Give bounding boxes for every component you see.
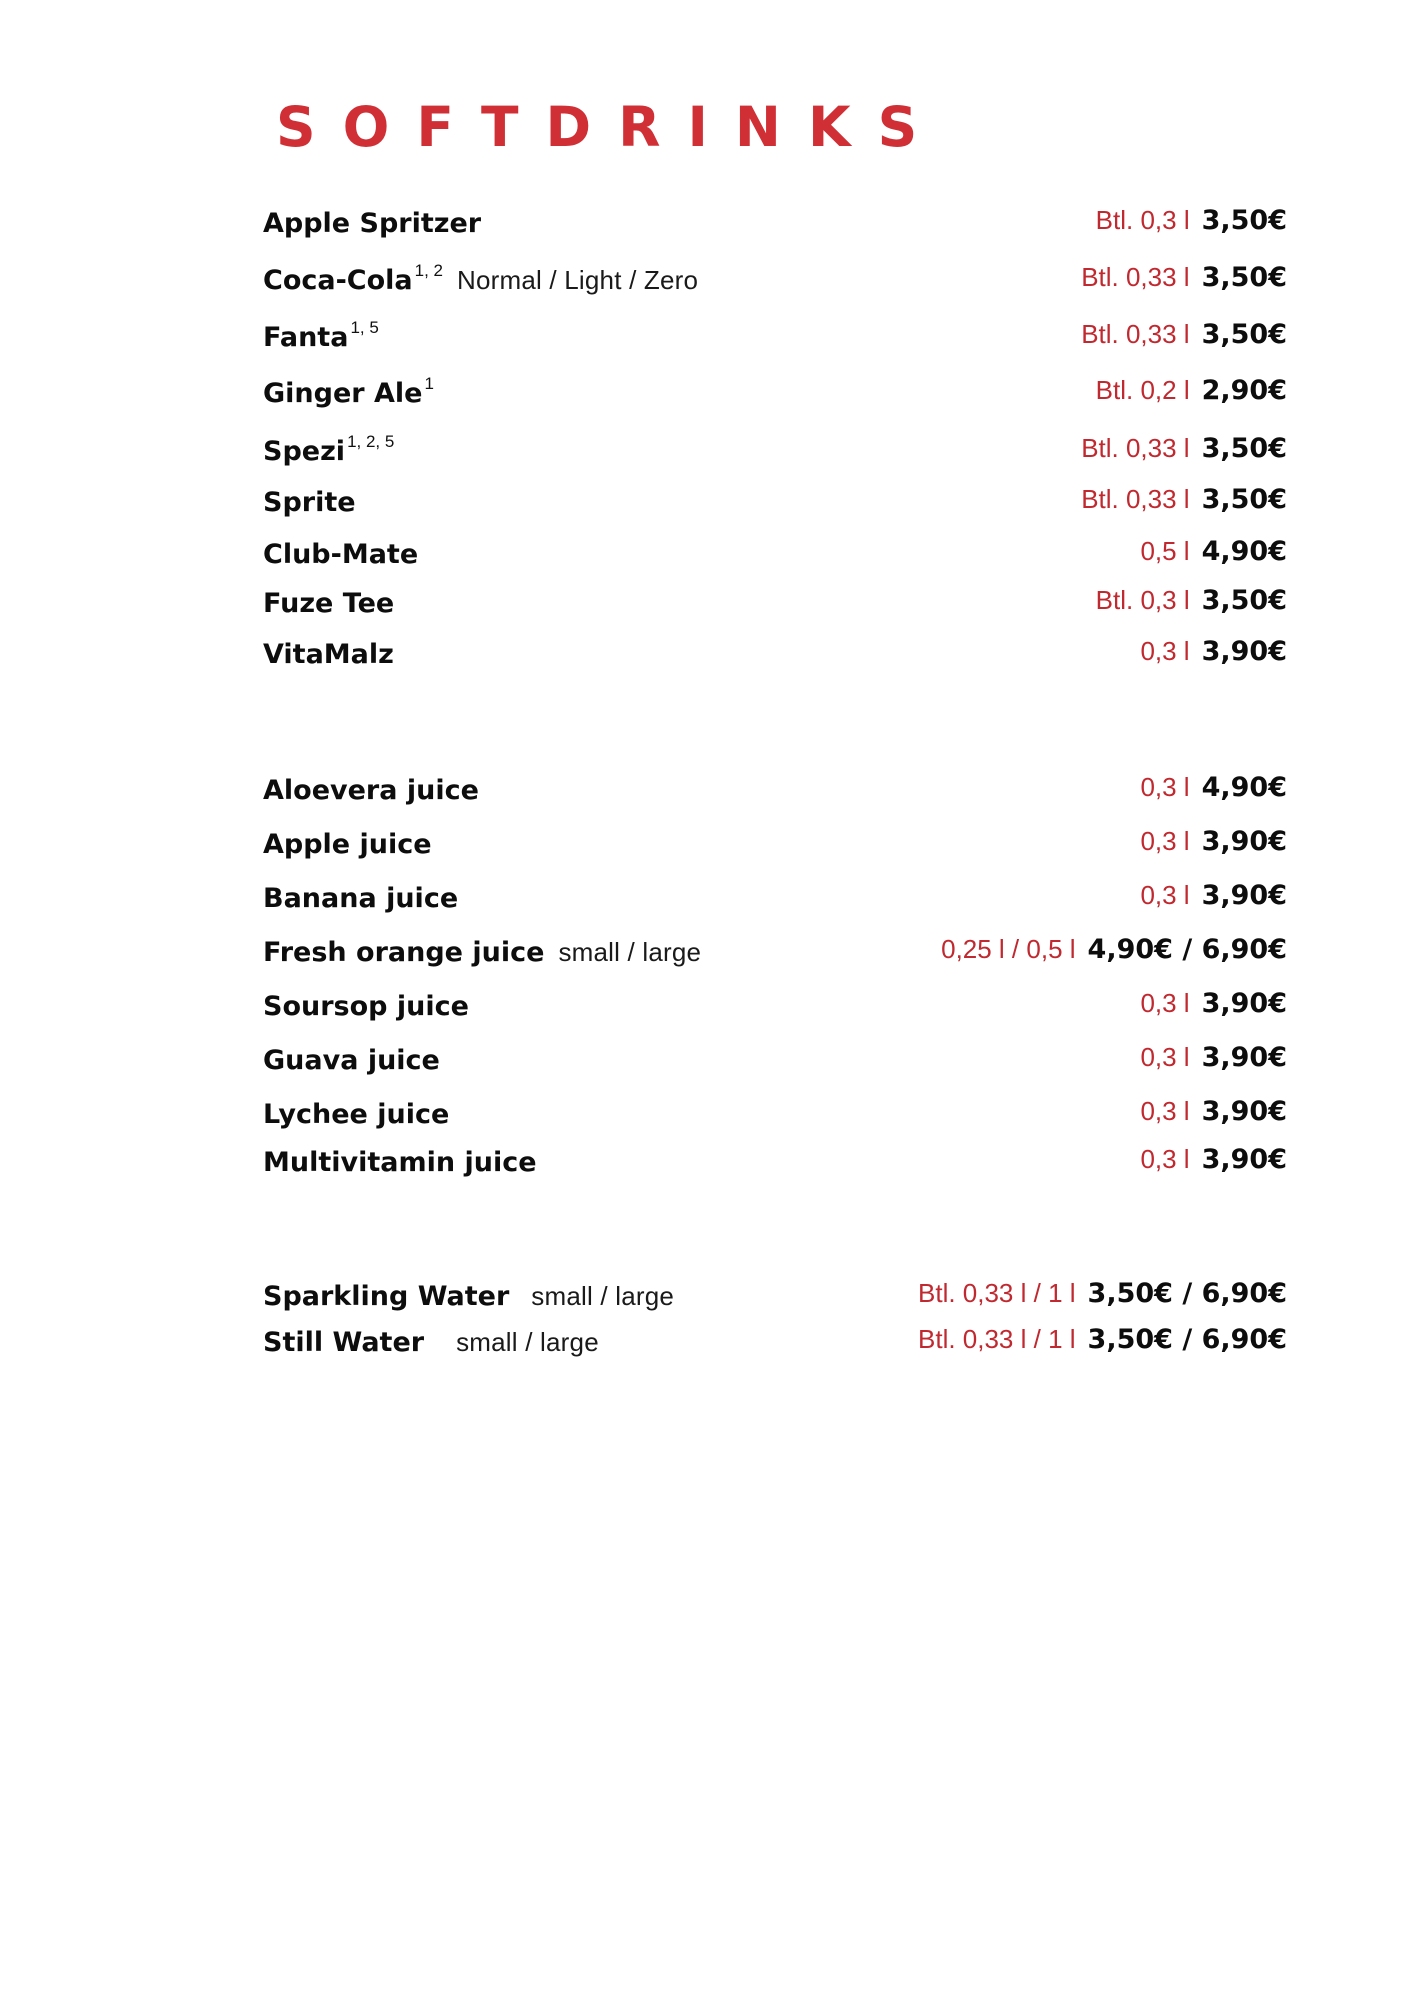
allergen-footnote: 1: [424, 374, 434, 393]
item-name-text: Banana juice: [263, 883, 459, 914]
item-price: 3,50€: [1201, 319, 1287, 350]
item-volume: Btl. 0,33 l: [1081, 262, 1190, 292]
item-price-group: [1140, 1098, 1287, 1125]
item-name: [263, 489, 356, 516]
item-name-text: Spezi: [263, 436, 346, 467]
item-name-text: Sparkling Water: [263, 1281, 510, 1312]
item-price: 4,90€: [1201, 772, 1287, 803]
item-variants: small / large: [558, 937, 702, 967]
menu-item: [0, 808, 1414, 858]
item-volume: Btl. 0,2 l: [1095, 375, 1190, 405]
item-name: [263, 375, 434, 407]
item-price-group: [1081, 435, 1287, 462]
item-volume: 0,3 l: [1140, 1096, 1190, 1126]
menu-item: [0, 1078, 1414, 1128]
item-price-group: [1140, 538, 1287, 565]
item-price: 3,90€: [1201, 880, 1287, 911]
item-price-group: [1140, 882, 1287, 909]
item-name-text: Soursop juice: [263, 991, 469, 1022]
item-price: 3,90€: [1201, 826, 1287, 857]
item-price: 3,50€: [1201, 262, 1287, 293]
item-volume: Btl. 0,33 l / 1 l: [918, 1324, 1076, 1354]
item-name-text: Sprite: [263, 487, 356, 518]
item-volume: Btl. 0,33 l / 1 l: [918, 1278, 1076, 1308]
item-name-text: Guava juice: [263, 1045, 440, 1076]
item-volume: Btl. 0,3 l: [1095, 585, 1190, 615]
item-price: 4,90€: [1201, 536, 1287, 567]
item-volume: 0,3 l: [1140, 1144, 1190, 1174]
item-name: [263, 641, 394, 668]
item-price: 3,90€: [1201, 1042, 1287, 1073]
menu-item: [0, 1260, 1414, 1310]
item-name-text: Lychee juice: [263, 1099, 450, 1130]
item-name-text: Apple Spritzer: [263, 208, 482, 239]
item-price: 3,50€: [1201, 205, 1287, 236]
menu-item: [0, 567, 1414, 617]
item-name-text: Ginger Ale: [263, 378, 423, 409]
item-price: 4,90€ / 6,90€: [1087, 934, 1287, 965]
item-name-text: Fresh orange juice: [263, 937, 545, 968]
item-price: 3,50€: [1201, 585, 1287, 616]
item-variants: Normal / Light / Zero: [457, 265, 699, 295]
item-name-text: VitaMalz: [263, 639, 394, 670]
item-name-text: Apple juice: [263, 829, 432, 860]
item-price-group: [1140, 828, 1287, 855]
item-name: [263, 433, 394, 465]
item-price: 3,90€: [1201, 1144, 1287, 1175]
item-volume: Btl. 0,33 l: [1081, 433, 1190, 463]
item-name-text: Multivitamin juice: [263, 1147, 537, 1178]
menu-item: [0, 862, 1414, 912]
item-variants: small / large: [531, 1281, 675, 1311]
menu-item: [0, 415, 1414, 465]
menu-item: [0, 1126, 1414, 1176]
item-name-text: Coca-Cola: [263, 265, 413, 296]
item-volume: 0,3 l: [1140, 988, 1190, 1018]
item-price-group: [1081, 264, 1287, 291]
item-price: 3,50€ / 6,90€: [1087, 1278, 1287, 1309]
item-price-group: [941, 936, 1287, 963]
item-volume: 0,3 l: [1140, 636, 1190, 666]
item-price-group: [1096, 377, 1287, 404]
item-price-group: [1096, 207, 1287, 234]
item-name: [263, 541, 418, 568]
item-name-text: Still Water: [263, 1327, 425, 1358]
allergen-footnote: 1, 5: [350, 318, 379, 337]
item-name: [263, 939, 701, 966]
item-price-group: [1081, 321, 1287, 348]
item-name: [263, 831, 432, 858]
item-price: 3,50€: [1201, 484, 1287, 515]
item-price-group: [1140, 638, 1287, 665]
item-price-group: [1140, 990, 1287, 1017]
menu-item: [0, 1306, 1414, 1356]
item-name-text: Aloevera juice: [263, 775, 479, 806]
item-name: [263, 993, 469, 1020]
item-price-group: [1140, 1146, 1287, 1173]
menu-item: [0, 618, 1414, 668]
item-price: 3,50€: [1201, 433, 1287, 464]
item-volume: 0,5 l: [1140, 536, 1190, 566]
item-name: [263, 1149, 537, 1176]
item-price: 3,90€: [1201, 988, 1287, 1019]
item-price: 3,90€: [1201, 636, 1287, 667]
item-price-group: [918, 1326, 1287, 1353]
item-volume: 0,3 l: [1140, 826, 1190, 856]
item-name: [263, 1047, 440, 1074]
allergen-footnote: 1, 2, 5: [347, 432, 395, 451]
item-variants: small / large: [456, 1327, 599, 1357]
item-price-group: [1140, 774, 1287, 801]
item-volume: Btl. 0,33 l: [1081, 319, 1190, 349]
menu-item: [0, 187, 1414, 237]
item-volume: 0,3 l: [1140, 880, 1190, 910]
item-price-group: [1081, 486, 1287, 513]
item-name-text: Fuze Tee: [263, 588, 395, 619]
menu-item: [0, 244, 1414, 294]
item-name: [263, 262, 698, 294]
item-price: 2,90€: [1201, 375, 1287, 406]
page-title: SOFTDRINKS: [276, 95, 945, 159]
item-name: [263, 1101, 449, 1128]
item-volume: 0,25 l / 0,5 l: [941, 934, 1076, 964]
menu-item: [0, 1024, 1414, 1074]
item-name: [263, 319, 379, 351]
menu-item: [0, 301, 1414, 351]
menu-item: [0, 970, 1414, 1020]
menu-item: [0, 916, 1414, 966]
item-name: [263, 1329, 599, 1356]
menu-item: [0, 357, 1414, 407]
item-volume: Btl. 0,3 l: [1095, 205, 1190, 235]
allergen-footnote: 1, 2: [414, 261, 443, 280]
menu-item: [0, 466, 1414, 516]
item-name: [263, 777, 479, 804]
item-price-group: [918, 1280, 1287, 1307]
item-name-text: Club-Mate: [263, 539, 419, 570]
item-name: [263, 885, 458, 912]
menu-item: [0, 518, 1414, 568]
item-price-group: [1096, 587, 1287, 614]
item-price-group: [1140, 1044, 1287, 1071]
item-name: [263, 590, 394, 617]
item-name: [263, 210, 481, 237]
item-name-text: Fanta: [263, 322, 349, 353]
item-price: 3,50€ / 6,90€: [1087, 1324, 1287, 1355]
item-volume: 0,3 l: [1140, 1042, 1190, 1072]
item-volume: Btl. 0,33 l: [1081, 484, 1190, 514]
item-price: 3,90€: [1201, 1096, 1287, 1127]
menu-item: [0, 754, 1414, 804]
item-volume: 0,3 l: [1140, 772, 1190, 802]
